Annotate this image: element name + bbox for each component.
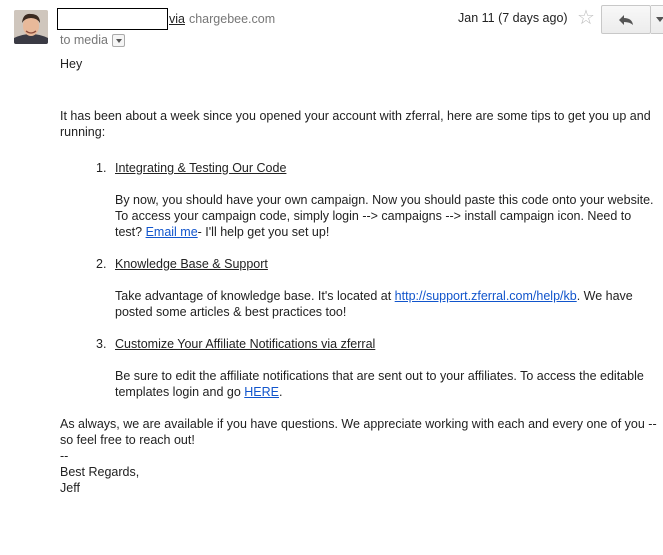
star-icon[interactable]: ☆ bbox=[577, 7, 595, 29]
list-item bbox=[60, 336, 660, 400]
tip-text-before: By now, you should have your own campaign. Now you should paste this code onto your website. To access your campaign code, simply login --> campaigns --> install campaign icon. Need to test? bbox=[115, 193, 654, 239]
tip-number: 2. bbox=[96, 257, 107, 271]
tip-title: Integrating & Testing Our Code bbox=[115, 161, 287, 175]
list-item bbox=[60, 256, 660, 320]
tip-text-after: . We have posted some articles & best practices too! bbox=[115, 289, 633, 319]
tip-title: Customize Your Affiliate Notifications via zferral bbox=[115, 337, 376, 351]
sender-name[interactable] bbox=[57, 8, 168, 30]
tip-text bbox=[115, 192, 660, 240]
tip-text-before: Take advantage of knowledge base. It's located at bbox=[115, 289, 395, 303]
recipient-label: to media bbox=[60, 33, 108, 47]
tip-number: 3. bbox=[96, 337, 107, 351]
email-me-link[interactable]: Email me bbox=[145, 225, 198, 239]
reply-icon bbox=[618, 14, 634, 26]
email-date: Jan 11 (7 days ago) bbox=[458, 11, 568, 25]
avatar-image bbox=[14, 10, 48, 44]
tip-text bbox=[115, 368, 660, 400]
list-item bbox=[60, 160, 660, 240]
details-dropdown-icon[interactable] bbox=[112, 34, 125, 47]
tips-list bbox=[60, 160, 660, 400]
intro-paragraph: It has been about a week since you opened your account with zferral, here are some tips to get you up and running: bbox=[60, 109, 651, 139]
sender-domain: chargebee.com bbox=[188, 12, 276, 26]
more-options-button[interactable] bbox=[651, 5, 663, 34]
tip-title: Knowledge Base & Support bbox=[115, 257, 268, 271]
closing-paragraph: As always, we are available if you have questions. We appreciate working with each and every one of you -- so feel free to reach out! bbox=[60, 417, 657, 447]
tip-text-after: - I'll help get you set up! bbox=[197, 225, 330, 239]
knowledge-base-link[interactable]: http://support.zferral.com/help/kb bbox=[394, 289, 577, 303]
recipient-row bbox=[60, 32, 125, 48]
tip-text-before: Be sure to edit the affiliate notifications that are sent out to your affiliates. To access the editable templates login and go bbox=[115, 369, 644, 399]
here-link[interactable]: HERE bbox=[244, 385, 279, 399]
avatar[interactable] bbox=[14, 10, 48, 44]
tip-text bbox=[115, 288, 660, 320]
via-link[interactable]: via bbox=[169, 12, 185, 26]
greeting: Hey bbox=[60, 57, 83, 71]
tip-number: 1. bbox=[96, 161, 107, 175]
signature-separator: -- bbox=[60, 449, 69, 463]
reply-button[interactable] bbox=[601, 5, 651, 34]
signature-name: Jeff bbox=[60, 481, 80, 495]
signature-regards: Best Regards, bbox=[60, 465, 140, 479]
sender-row bbox=[57, 8, 275, 30]
email-body bbox=[60, 56, 660, 496]
tip-text-after: . bbox=[279, 385, 283, 399]
